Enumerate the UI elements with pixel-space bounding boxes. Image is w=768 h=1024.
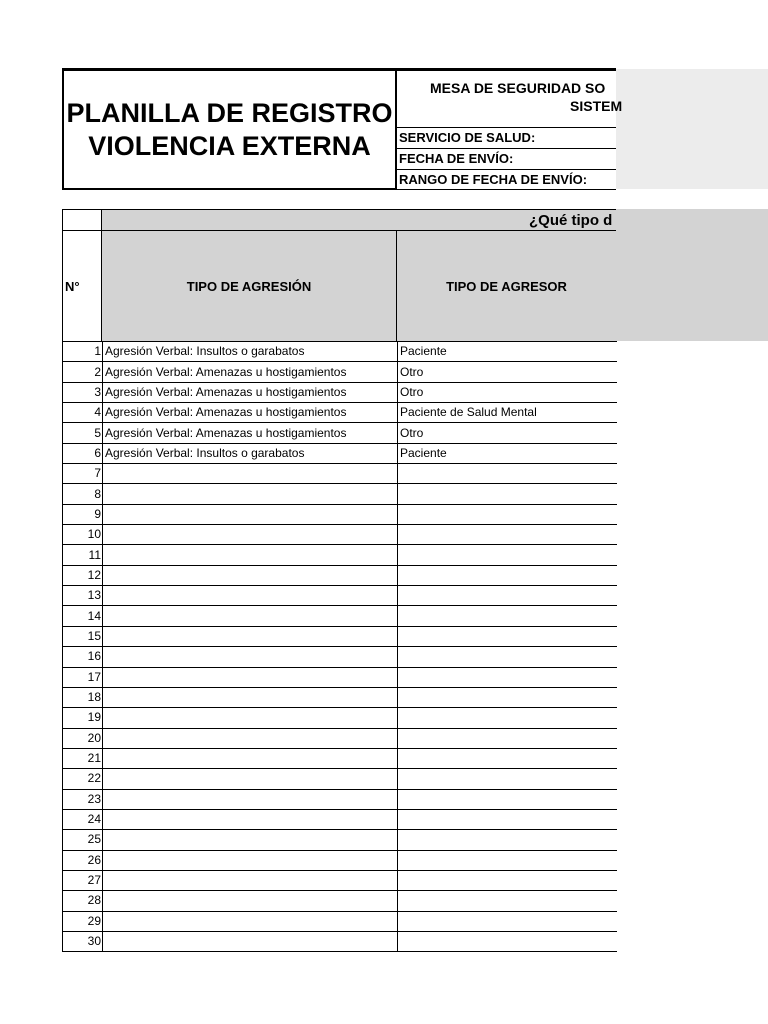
info-divider xyxy=(396,189,616,190)
tipo-agresion-cell[interactable]: Agresión Verbal: Amenazas u hostigamientos xyxy=(103,382,398,402)
table-row xyxy=(63,891,617,911)
table-row xyxy=(63,850,617,870)
row-number-cell[interactable]: 28 xyxy=(63,891,103,911)
column-header-n: N° xyxy=(62,230,102,342)
row-number-cell[interactable]: 6 xyxy=(63,443,103,463)
row-number-cell[interactable]: 10 xyxy=(63,525,103,545)
tipo-agresion-cell[interactable] xyxy=(103,484,398,504)
table-row xyxy=(63,667,617,687)
tipo-agresor-cell[interactable] xyxy=(398,789,617,809)
tipo-agresion-cell[interactable] xyxy=(103,708,398,728)
table-row xyxy=(63,830,617,850)
tipo-agresion-cell[interactable] xyxy=(103,850,398,870)
tipo-agresion-cell[interactable]: Agresión Verbal: Amenazas u hostigamientos xyxy=(103,362,398,382)
table-row xyxy=(63,362,617,382)
group-header-text: ¿Qué tipo d xyxy=(529,212,613,229)
tipo-agresion-cell[interactable] xyxy=(103,545,398,565)
tipo-agresor-cell[interactable]: Otro xyxy=(398,382,617,402)
row-number-cell[interactable]: 27 xyxy=(63,870,103,890)
tipo-agresion-cell[interactable] xyxy=(103,830,398,850)
tipo-agresor-cell[interactable] xyxy=(398,484,617,504)
table-row xyxy=(63,525,617,545)
row-number-cell[interactable]: 7 xyxy=(63,464,103,484)
tipo-agresion-cell[interactable] xyxy=(103,687,398,707)
table-row xyxy=(63,708,617,728)
tipo-agresor-cell[interactable] xyxy=(398,931,617,951)
row-number-cell[interactable]: 9 xyxy=(63,504,103,524)
tipo-agresion-cell[interactable] xyxy=(103,504,398,524)
column-header-tipo-agresor: TIPO DE AGRESOR xyxy=(396,230,616,342)
row-number-cell[interactable]: 19 xyxy=(63,708,103,728)
table-row xyxy=(63,809,617,829)
row-number-cell[interactable]: 11 xyxy=(63,545,103,565)
tipo-agresor-cell[interactable] xyxy=(398,911,617,931)
row-number-cell[interactable]: 1 xyxy=(63,342,103,362)
servicio-label: SERVICIO DE SALUD: xyxy=(399,130,536,145)
tipo-agresor-cell[interactable] xyxy=(398,626,617,646)
row-number-cell[interactable]: 18 xyxy=(63,687,103,707)
table-row xyxy=(63,586,617,606)
tipo-agresor-cell[interactable] xyxy=(398,687,617,707)
table-row xyxy=(63,545,617,565)
row-number-cell[interactable]: 12 xyxy=(63,565,103,585)
tipo-agresor-cell[interactable]: Otro xyxy=(398,423,617,443)
tipo-agresion-cell[interactable] xyxy=(103,769,398,789)
tipo-agresor-cell[interactable] xyxy=(398,809,617,829)
tipo-agresor-cell[interactable] xyxy=(398,850,617,870)
table-row xyxy=(63,687,617,707)
row-number-cell[interactable]: 30 xyxy=(63,931,103,951)
mesa-line-1: MESA DE SEGURIDAD SO xyxy=(430,80,606,96)
title-line-2: VIOLENCIA EXTERNA xyxy=(88,130,371,161)
column-header-tipo-agresion: TIPO DE AGRESIÓN xyxy=(101,230,397,342)
row-number-cell[interactable]: 17 xyxy=(63,667,103,687)
tipo-agresion-cell[interactable] xyxy=(103,891,398,911)
tipo-agresor-cell[interactable] xyxy=(398,769,617,789)
row-number-cell[interactable]: 26 xyxy=(63,850,103,870)
row-number-cell[interactable]: 21 xyxy=(63,748,103,768)
tipo-agresion-cell[interactable] xyxy=(103,626,398,646)
tipo-agresion-cell[interactable] xyxy=(103,870,398,890)
tipo-agresion-cell[interactable] xyxy=(103,525,398,545)
table-row xyxy=(63,464,617,484)
registro-table xyxy=(62,341,617,952)
row-number-cell[interactable]: 29 xyxy=(63,911,103,931)
table-row xyxy=(63,382,617,402)
table-row xyxy=(63,870,617,890)
row-number-cell[interactable]: 5 xyxy=(63,423,103,443)
row-number-cell[interactable]: 15 xyxy=(63,626,103,646)
table-row xyxy=(63,443,617,463)
table-row xyxy=(63,931,617,951)
fecha-label: FECHA DE ENVÍO: xyxy=(399,151,514,166)
tipo-agresion-cell[interactable] xyxy=(103,931,398,951)
tipo-agresion-cell[interactable] xyxy=(103,565,398,585)
tipo-agresor-cell[interactable] xyxy=(398,708,617,728)
tipo-agresor-cell[interactable] xyxy=(398,748,617,768)
tipo-agresor-cell[interactable] xyxy=(398,647,617,667)
tipo-agresor-cell[interactable] xyxy=(398,667,617,687)
tipo-agresor-cell[interactable] xyxy=(398,891,617,911)
tipo-agresion-cell[interactable] xyxy=(103,606,398,626)
table-row xyxy=(63,748,617,768)
table-row xyxy=(63,626,617,646)
tipo-agresor-cell[interactable] xyxy=(398,464,617,484)
table-row xyxy=(63,911,617,931)
tipo-agresor-cell[interactable] xyxy=(398,565,617,585)
mesa-heading xyxy=(396,68,623,127)
header-blank-cell xyxy=(62,209,102,231)
rango-fecha-field[interactable] xyxy=(396,169,616,190)
fecha-de-envio-field[interactable] xyxy=(396,148,616,169)
table-row xyxy=(63,565,617,585)
tipo-agresion-cell[interactable]: Agresión Verbal: Insultos o garabatos xyxy=(103,342,398,362)
tipo-agresion-cell[interactable] xyxy=(103,789,398,809)
row-number-cell[interactable]: 16 xyxy=(63,647,103,667)
rango-label: RANGO DE FECHA DE ENVÍO: xyxy=(399,172,588,187)
tipo-agresor-cell[interactable]: Paciente de Salud Mental xyxy=(398,403,617,423)
table-row xyxy=(63,789,617,809)
gray-panel-top xyxy=(616,69,768,189)
group-header-question xyxy=(101,209,616,231)
table-row xyxy=(63,342,617,362)
row-number-cell[interactable]: 22 xyxy=(63,769,103,789)
tipo-agresor-cell[interactable] xyxy=(398,606,617,626)
gray-panel-header xyxy=(616,209,768,341)
tipo-agresion-cell[interactable] xyxy=(103,911,398,931)
row-number-cell[interactable]: 8 xyxy=(63,484,103,504)
tipo-agresor-cell[interactable] xyxy=(398,525,617,545)
tipo-agresion-cell[interactable]: Agresión Verbal: Insultos o garabatos xyxy=(103,443,398,463)
table-row xyxy=(63,403,617,423)
tipo-agresion-cell[interactable] xyxy=(103,647,398,667)
row-number-cell[interactable]: 24 xyxy=(63,809,103,829)
tipo-agresion-cell[interactable] xyxy=(103,667,398,687)
servicio-de-salud-field[interactable] xyxy=(396,127,616,148)
tipo-agresor-cell[interactable] xyxy=(398,586,617,606)
title-line-1: PLANILLA DE REGISTRO xyxy=(66,97,393,128)
row-number-cell[interactable]: 23 xyxy=(63,789,103,809)
row-number-cell[interactable]: 14 xyxy=(63,606,103,626)
row-number-cell[interactable]: 2 xyxy=(63,362,103,382)
tipo-agresion-cell[interactable]: Agresión Verbal: Amenazas u hostigamientos xyxy=(103,423,398,443)
tipo-agresion-cell[interactable] xyxy=(103,748,398,768)
mesa-line-2: SISTEM xyxy=(570,98,623,114)
tipo-agresor-cell[interactable]: Paciente xyxy=(398,443,617,463)
tipo-agresor-cell[interactable] xyxy=(398,545,617,565)
tipo-agresor-cell[interactable]: Paciente xyxy=(398,342,617,362)
tipo-agresion-cell[interactable] xyxy=(103,464,398,484)
tipo-agresion-cell[interactable] xyxy=(103,728,398,748)
form-title xyxy=(62,68,397,190)
table-row xyxy=(63,504,617,524)
row-number-cell[interactable]: 4 xyxy=(63,403,103,423)
table-row xyxy=(63,484,617,504)
table-row xyxy=(63,606,617,626)
row-number-cell[interactable]: 20 xyxy=(63,728,103,748)
tipo-agresor-cell[interactable] xyxy=(398,870,617,890)
tipo-agresion-cell[interactable] xyxy=(103,809,398,829)
row-number-cell[interactable]: 25 xyxy=(63,830,103,850)
row-number-cell[interactable]: 13 xyxy=(63,586,103,606)
tipo-agresor-cell[interactable] xyxy=(398,830,617,850)
table-row xyxy=(63,769,617,789)
tipo-agresor-cell[interactable] xyxy=(398,504,617,524)
tipo-agresion-cell[interactable] xyxy=(103,586,398,606)
tipo-agresion-cell[interactable]: Agresión Verbal: Amenazas u hostigamientos xyxy=(103,403,398,423)
tipo-agresor-cell[interactable]: Otro xyxy=(398,362,617,382)
tipo-agresor-cell[interactable] xyxy=(398,728,617,748)
table-row xyxy=(63,423,617,443)
table-row xyxy=(63,728,617,748)
table-row xyxy=(63,647,617,667)
row-number-cell[interactable]: 3 xyxy=(63,382,103,402)
